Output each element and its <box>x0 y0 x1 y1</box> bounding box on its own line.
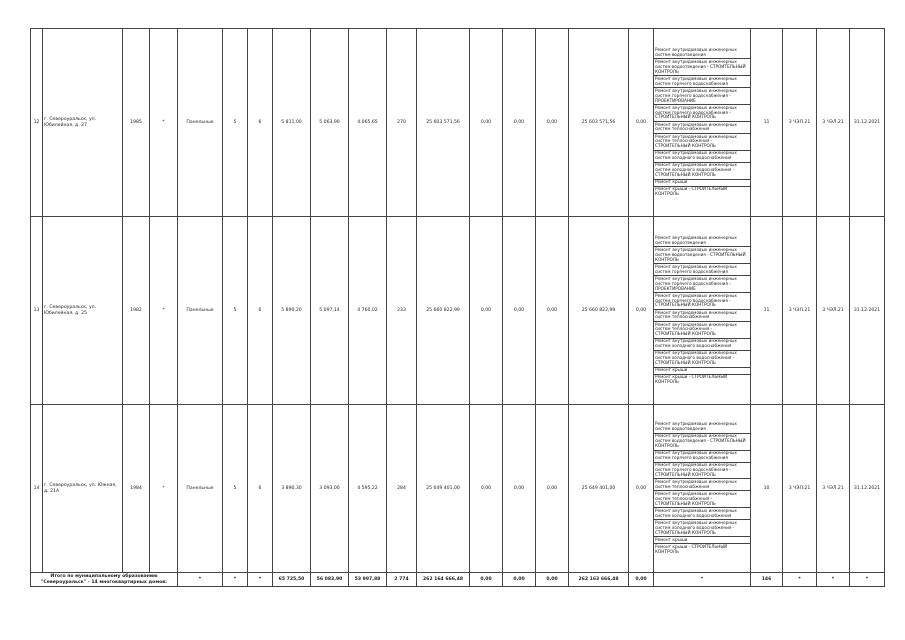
total-f1: 0,00 <box>470 573 503 587</box>
cell-count: 10 <box>751 405 783 573</box>
work-item: Ремонт внутридомовых инженерных систем холодного водоснабжения <box>654 151 750 163</box>
table-row <box>31 405 885 573</box>
total-c2: * <box>223 573 248 587</box>
cell-wall: Панельные <box>178 29 223 217</box>
cell-entrances: 6 <box>248 405 273 573</box>
cell-d3: 31.12.2021 <box>850 29 885 217</box>
cell-other: 25 649 401,00 <box>569 405 629 573</box>
cell-area_total: 3 890,30 <box>273 405 311 573</box>
cell-residents: 284 <box>387 405 417 573</box>
cell-f1: 0,00 <box>470 405 503 573</box>
cell-d1: 3 ЧЭЛ.21 <box>783 29 817 217</box>
work-item: Ремонт внутридомовых инженерных систем водоотведения - СТРОИТЕЛЬНЫЙ КОНТРОЛЬ <box>654 59 750 76</box>
table-row <box>31 217 885 405</box>
cell-d2: 3 ЧЭЛ.21 <box>817 405 850 573</box>
cell-cost: 25 660 822,99 <box>417 217 470 405</box>
cell-area_b: 4 760,02 <box>349 217 387 405</box>
work-item: Ремонт внутридомовых инженерных систем горячего водоснабжения - ПРОЕКТИРОВАНИЕ <box>654 276 750 293</box>
cell-no: 14 <box>31 405 43 573</box>
cell-works <box>654 405 751 573</box>
cell-d3: 31.12.2021 <box>850 405 885 573</box>
cell-address: г. Североуральск, ул. Южная, д. 21А <box>43 405 123 573</box>
work-item: Ремонт внутридомовых инженерных систем холодного водоснабжения <box>654 508 750 520</box>
cell-f2: 0,00 <box>503 405 536 573</box>
cell-area_total: 5 890,20 <box>273 217 311 405</box>
cell-other: 25 660 822,99 <box>569 217 629 405</box>
cell-count: 11 <box>751 29 783 217</box>
total-label: Итого по муниципальному образованию "Североуральск" - 14 многоквартирных домов: <box>31 573 178 587</box>
cell-repair_year: * <box>150 217 178 405</box>
work-item: Ремонт внутридомовых инженерных систем теплоснабжения <box>654 479 750 491</box>
cell-entrances: 6 <box>248 29 273 217</box>
work-item: Ремонт внутридомовых инженерных систем холодного водоснабжения <box>654 339 750 351</box>
total-area_b: 53 997,88 <box>349 573 387 587</box>
cell-floors: 5 <box>223 405 248 573</box>
work-item: Ремонт внутридомовых инженерных систем горячего водоснабжения <box>654 451 750 463</box>
cell-f4: 0,00 <box>629 405 654 573</box>
work-item: Ремонт внутридомовых инженерных систем холодного водоснабжения - СТРОИТЕЛЬНЫЙ КОНТРОЛЬ <box>654 351 750 368</box>
cell-area_living: 5 063,90 <box>311 29 349 217</box>
work-item: Ремонт внутридомовых инженерных систем горячего водоснабжения <box>654 264 750 276</box>
total-row <box>31 573 885 587</box>
total-f4: 0,00 <box>629 573 654 587</box>
cell-address: г. Североуральск, ул. Юбилейная, д. 27 <box>43 29 123 217</box>
work-item: Ремонт внутридомовых инженерных систем холодного водоснабжения - СТРОИТЕЛЬНЫЙ КОНТРОЛЬ <box>654 520 750 537</box>
work-item: Ремонт внутридомовых инженерных систем водоотведения - СТРОИТЕЛЬНЫЙ КОНТРОЛЬ <box>654 247 750 264</box>
cell-entrances: 6 <box>248 217 273 405</box>
cell-count: 11 <box>751 217 783 405</box>
work-item: Ремонт внутридомовых инженерных систем горячего водоснабжения - СТРОИТЕЛЬНЫЙ КОНТРОЛЬ <box>654 105 750 122</box>
work-item: Ремонт внутридомовых инженерных систем теплоснабжения <box>654 122 750 134</box>
work-item: Ремонт внутридомовых инженерных систем водоотведения <box>654 422 750 434</box>
total-residents: 2 774 <box>387 573 417 587</box>
cell-floors: 5 <box>223 29 248 217</box>
cell-area_b: 4 595,22 <box>349 405 387 573</box>
work-item: Ремонт внутридомовых инженерных систем теплоснабжения - СТРОИТЕЛЬНЫЙ КОНТРОЛЬ <box>654 322 750 339</box>
cell-floors: 5 <box>223 217 248 405</box>
cell-f3: 0,00 <box>536 405 569 573</box>
work-item: Ремонт крыши - СТРОИТЕЛЬНЫЙ КОНТРОЛЬ <box>655 543 728 554</box>
work-item: Ремонт внутридомовых инженерных систем горячего водоснабжения - СТРОИТЕЛЬНЫЙ КОНТРОЛЬ <box>654 463 750 480</box>
work-item: Ремонт крыши - СТРОИТЕЛЬНЫЙ КОНТРОЛЬ <box>655 374 728 385</box>
total-d1: * <box>783 573 817 587</box>
cell-residents: 270 <box>387 29 417 217</box>
cell-f3: 0,00 <box>536 217 569 405</box>
cell-area_b: 4 065,65 <box>349 29 387 217</box>
cell-repair_year: * <box>150 29 178 217</box>
cell-f4: 0,00 <box>629 217 654 405</box>
total-count: 146 <box>751 573 783 587</box>
cell-f1: 0,00 <box>470 29 503 217</box>
cell-f3: 0,00 <box>536 29 569 217</box>
cell-area_living: 3 093,00 <box>311 405 349 573</box>
total-c1: * <box>178 573 223 587</box>
capital-repair-table <box>30 28 885 587</box>
cell-f4: 0,00 <box>629 29 654 217</box>
cell-repair_year: * <box>150 405 178 573</box>
cell-f2: 0,00 <box>503 217 536 405</box>
total-other: 262 163 666,48 <box>569 573 629 587</box>
cell-d2: 3 ЧЭЛ.21 <box>817 29 850 217</box>
work-item: Ремонт внутридомовых инженерных систем водоотведения <box>654 235 750 247</box>
total-works: * <box>654 573 751 587</box>
total-f3: 0,00 <box>536 573 569 587</box>
total-area_living: 56 083,90 <box>311 573 349 587</box>
cell-year: 1984 <box>123 405 150 573</box>
cell-d1: 3 ЧЭЛ.21 <box>783 405 817 573</box>
cell-wall: Панельные <box>178 405 223 573</box>
cell-no: 12 <box>31 29 43 217</box>
work-item: Ремонт внутридомовых инженерных систем теплоснабжения <box>654 310 750 322</box>
total-f2: 0,00 <box>503 573 536 587</box>
cell-f1: 0,00 <box>470 217 503 405</box>
cell-d3: 31.12.2021 <box>850 217 885 405</box>
total-cost: 262 164 666,48 <box>417 573 470 587</box>
work-item: Ремонт крыши <box>654 180 750 187</box>
work-item: Ремонт внутридомовых инженерных систем холодного водоснабжения - СТРОИТЕЛЬНЫЙ КОНТРОЛЬ <box>654 163 750 180</box>
table-row <box>31 29 885 217</box>
cell-other: 25 603 571,56 <box>569 29 629 217</box>
cell-address: г. Североуральск, ул. Юбилейная, д. 25 <box>43 217 123 405</box>
cell-d2: 3 ЧЭЛ.21 <box>817 217 850 405</box>
work-item: Ремонт внутридомовых инженерных систем водоотведения <box>654 47 750 59</box>
cell-no: 13 <box>31 217 43 405</box>
cell-year: 1982 <box>123 217 150 405</box>
cell-cost: 25 649 401,00 <box>417 405 470 573</box>
work-item: Ремонт крыши <box>654 368 750 375</box>
work-item: Ремонт крыши <box>654 537 750 544</box>
cell-f2: 0,00 <box>503 29 536 217</box>
work-item: Ремонт внутридомовых инженерных систем теплоснабжения - СТРОИТЕЛЬНЫЙ КОНТРОЛЬ <box>654 491 750 508</box>
cell-year: 1985 <box>123 29 150 217</box>
total-area_total: 65 725,50 <box>273 573 311 587</box>
cell-d1: 3 ЧЭЛ.21 <box>783 217 817 405</box>
work-item: Ремонт внутридомовых инженерных систем горячего водоснабжения - СТРОИТЕЛЬНЫЙ КОНТРОЛЬ <box>654 293 750 310</box>
cell-works <box>654 29 751 217</box>
cell-wall: Панельные <box>178 217 223 405</box>
work-item: Ремонт внутридомовых инженерных систем теплоснабжения - СТРОИТЕЛЬНЫЙ КОНТРОЛЬ <box>654 134 750 151</box>
total-d3: * <box>850 573 885 587</box>
cell-area_total: 5 811,00 <box>273 29 311 217</box>
cell-works <box>654 217 751 405</box>
work-item: Ремонт внутридомовых инженерных систем горячего водоснабжения <box>654 76 750 88</box>
total-c3: * <box>248 573 273 587</box>
total-d2: * <box>817 573 850 587</box>
cell-area_living: 5 097,14 <box>311 217 349 405</box>
work-item: Ремонт крыши - СТРОИТЕЛЬНЫЙ КОНТРОЛЬ <box>655 186 728 197</box>
cell-residents: 233 <box>387 217 417 405</box>
cell-cost: 25 603 571,56 <box>417 29 470 217</box>
work-item: Ремонт внутридомовых инженерных систем водоотведения - СТРОИТЕЛЬНЫЙ КОНТРОЛЬ <box>654 434 750 451</box>
work-item: Ремонт внутридомовых инженерных систем горячего водоснабжения - ПРОЕКТИРОВАНИЕ <box>654 88 750 105</box>
